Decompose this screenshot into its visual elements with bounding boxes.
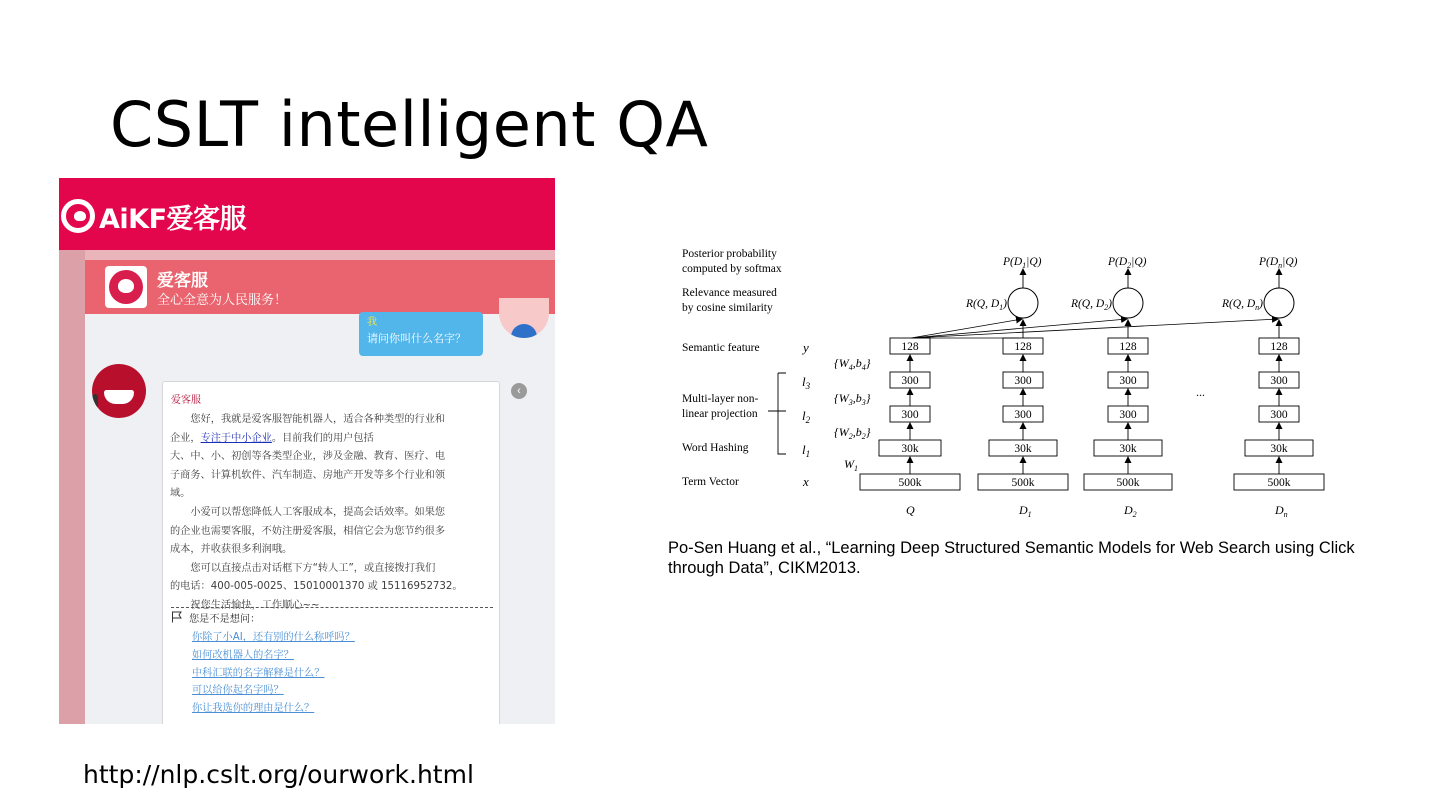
symbol-l2: $l_2$ <box>802 408 811 425</box>
label-multilayer: linear projection <box>682 408 758 420</box>
node-value-semantic: 128 <box>901 341 919 353</box>
reply-line: 成本，并收获很多利润哦。 <box>170 544 293 556</box>
label-semantic: Semantic feature <box>682 342 760 354</box>
suggestion-list <box>192 629 355 718</box>
logo-text: AiKF爱客服 <box>99 203 247 235</box>
chat-header <box>59 178 555 250</box>
service-name: 爱客服 <box>157 271 208 290</box>
node-value-hidden3: 300 <box>1014 375 1032 387</box>
node-value-hashing: 30k <box>1119 443 1137 455</box>
node-value-hidden3: 300 <box>1119 375 1137 387</box>
column-label: Q <box>906 503 915 517</box>
dssm-column-dn <box>1221 256 1324 519</box>
suggestion-link[interactable]: 如何改机器人的名字？ <box>192 649 294 661</box>
suggestion-link[interactable]: 你除了小AI，还有别的什么称呼吗？ <box>192 632 355 643</box>
citation: Po-Sen Huang et al., “Learning Deep Structured Semantic Models for Web Search using Click through Data”, CIKM2013. <box>668 539 1355 577</box>
suggest-heading-text: 您是不是想问： <box>189 614 261 625</box>
user-message-bubble <box>359 312 483 356</box>
suggestion-link[interactable]: 可以给你起名字吗？ <box>192 685 284 697</box>
column-label: $D_n$ <box>1275 503 1288 519</box>
bot-name: 爱客服 <box>171 395 201 406</box>
reply-line: 子商务、计算机软件、汽车制造、房地产开发等多个行业和领 <box>170 469 446 481</box>
weight-w4: $\{W_4,b_4\}$ <box>834 356 871 372</box>
suggestion-link[interactable]: 你让我选你的理由是什么？ <box>192 703 315 715</box>
user-message: 请问你叫什么名字？ <box>367 333 466 345</box>
label-posterior: Posterior probability <box>682 248 777 260</box>
posterior-label: $P(D_1|Q)$ <box>1003 256 1042 270</box>
reply-line <box>170 430 490 449</box>
flag-icon <box>171 611 183 623</box>
user-name: 我 <box>367 317 377 328</box>
weight-w3: $\{W_3,b_3\}$ <box>834 391 871 407</box>
bot-avatar <box>92 364 146 418</box>
cosine-node <box>1113 288 1143 318</box>
node-value-hidden2: 300 <box>1014 409 1032 421</box>
column-label: $D_1$ <box>1019 503 1032 519</box>
reply-line: 域。 <box>170 488 191 500</box>
node-value-hidden2: 300 <box>901 409 919 421</box>
reply-fragment: 企业， <box>170 432 201 444</box>
node-value-term: 500k <box>1116 477 1140 489</box>
node-value-hashing: 30k <box>1014 443 1032 455</box>
label-posterior: computed by softmax <box>682 263 782 275</box>
reply-line: 大、中、小、初创等各类型企业，涉及金融、教育、医疗、电 <box>170 451 446 463</box>
node-value-term: 500k <box>898 477 922 489</box>
reply-line: 您好，我就是爱客服智能机器人，适合各种类型的行业和 <box>190 414 446 425</box>
service-bar <box>85 260 555 314</box>
sme-link[interactable]: 专注于中小企业 <box>200 432 272 444</box>
service-avatar <box>105 266 147 308</box>
chevron-left-icon[interactable]: ‹ <box>511 383 527 399</box>
slide-title: CSLT intelligent QA <box>110 88 709 161</box>
dssm-column-q <box>860 338 960 517</box>
node-value-semantic: 128 <box>1270 341 1288 353</box>
relevance-label: R(Q, $D_1$) <box>965 298 1007 312</box>
suggestion-link[interactable]: 中科汇联的名字解释是什么？ <box>192 667 325 679</box>
weight-w2: $\{W_2,b_2\}$ <box>834 425 871 441</box>
symbol-l1: $l_1$ <box>802 442 811 459</box>
posterior-label: $P(D_n|Q)$ <box>1259 256 1298 270</box>
relevance-label: R(Q, $D_n$) <box>1221 298 1263 312</box>
cosine-node <box>1264 288 1294 318</box>
node-value-term: 500k <box>1267 477 1291 489</box>
reply-line: 祝您生活愉快，工作顺心~~ <box>190 599 320 611</box>
layer-bracket <box>768 373 786 454</box>
symbol-x: x <box>803 474 809 489</box>
label-term: Term Vector <box>682 476 739 488</box>
node-value-hidden2: 300 <box>1119 409 1137 421</box>
user-avatar <box>499 298 549 338</box>
reply-fragment: 。目前我们的用户包括 <box>271 432 374 444</box>
reply-line: 您可以直接点击对话框下方“转人工”，或直接拨打我们 <box>190 562 436 574</box>
symbol-y: y <box>803 340 809 355</box>
node-value-semantic: 128 <box>1014 341 1032 353</box>
bot-reply-text <box>170 411 490 616</box>
posterior-label: $P(D_2|Q)$ <box>1108 256 1147 270</box>
node-value-hidden2: 300 <box>1270 409 1288 421</box>
dssm-column-d1 <box>965 256 1068 519</box>
label-relevance: by cosine similarity <box>682 302 773 314</box>
label-hashing: Word Hashing <box>682 442 749 454</box>
node-value-hidden3: 300 <box>901 375 919 387</box>
dssm-diagram <box>678 244 1338 520</box>
cosine-node <box>1008 288 1038 318</box>
sidebar-strip <box>59 250 85 724</box>
reply-line: 的企业也需要客服，不妨注册爱客服，相信它会为您节约很多 <box>170 525 446 537</box>
weight-w1: $W_1$ <box>844 457 858 473</box>
ellipsis: ... <box>1196 385 1205 399</box>
dssm-column-d2 <box>1070 256 1172 519</box>
divider <box>171 607 493 608</box>
service-slogan: 全心全意为人民服务！ <box>157 292 288 307</box>
node-value-term: 500k <box>1011 477 1035 489</box>
symbol-l3: $l_3$ <box>802 374 811 391</box>
top-strip <box>85 250 555 260</box>
node-value-hashing: 30k <box>1270 443 1288 455</box>
aikf-logo <box>61 196 246 236</box>
reply-line: 小爱可以帮您降低人工客服成本，提高会话效率。如果您 <box>190 506 446 518</box>
node-value-hidden3: 300 <box>1270 375 1288 387</box>
aikf-logo-icon <box>61 199 95 233</box>
heart-logo-icon <box>109 270 143 304</box>
footer-url[interactable]: http://nlp.cslt.org/ourwork.html <box>83 760 474 789</box>
reply-line: 的电话：400-005-0025、15010001370 或 15116952732。 <box>170 581 463 593</box>
relevance-label: R(Q, $D_2$) <box>1070 298 1112 312</box>
suggest-heading <box>171 611 260 630</box>
bot-reply-bubble <box>162 381 500 724</box>
column-label: $D_2$ <box>1124 503 1137 519</box>
node-value-hashing: 30k <box>901 443 919 455</box>
label-multilayer: Multi-layer non- <box>682 393 759 405</box>
node-value-semantic: 128 <box>1119 341 1137 353</box>
chat-screenshot <box>59 178 555 724</box>
label-relevance: Relevance measured <box>682 287 777 299</box>
